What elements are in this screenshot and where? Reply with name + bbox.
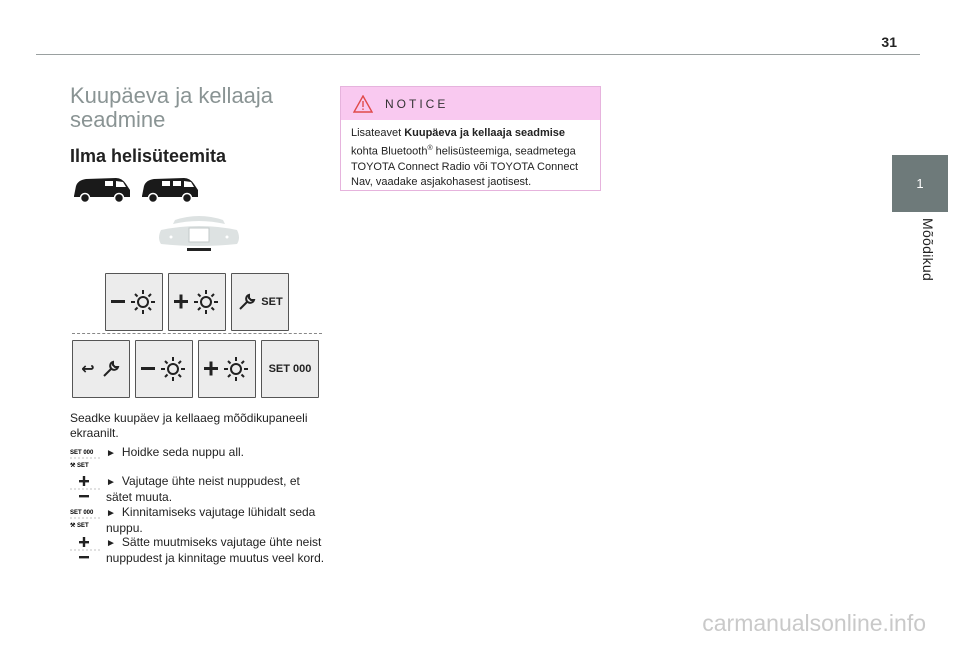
minus-brightness-button[interactable]	[135, 340, 193, 398]
divider	[72, 333, 322, 334]
set-label: SET	[261, 296, 283, 308]
watermark: carmanualsonline.info	[702, 610, 926, 636]
warning-icon	[353, 95, 373, 113]
wrench-icon	[237, 292, 257, 312]
minus-brightness-icon	[139, 354, 189, 384]
set-000-wrench-set-icon	[70, 507, 100, 531]
plus-brightness-button[interactable]	[198, 340, 256, 398]
bullet-arrow: ►	[106, 477, 116, 488]
page-number: 31	[881, 34, 897, 50]
set-000-label: SET 000	[268, 363, 312, 375]
intro-text: Seadke kuupäev ja kellaaeg mõõdikupaneeli ekraanilt.	[70, 411, 308, 440]
bullet-arrow: ►	[106, 538, 116, 549]
plus-minus-icon	[70, 537, 100, 563]
svg-text:⚒ SET: ⚒ SET	[70, 523, 89, 529]
set-000-button[interactable]	[261, 340, 319, 398]
section-title: Kuupäeva ja kellaaja seadmine	[70, 83, 274, 132]
van-icon	[72, 174, 132, 204]
plus-brightness-icon	[202, 354, 252, 384]
svg-text:⚒ SET: ⚒ SET	[70, 463, 89, 469]
notice-bold: Kuupäeva ja kellaaja seadmise	[404, 127, 566, 139]
svg-text:SET 000: SET 000	[70, 450, 94, 456]
notice-title: NOTICE	[385, 96, 449, 111]
plus-brightness-button[interactable]	[168, 273, 226, 331]
plus-brightness-icon	[172, 287, 222, 317]
svg-text:SET 000: SET 000	[70, 510, 94, 516]
set-000-wrench-set-icon	[70, 447, 100, 471]
step-text: Hoidke seda nuppu all.	[121, 445, 244, 459]
minus-brightness-icon	[109, 287, 159, 317]
chapter-tab[interactable]	[892, 155, 948, 212]
bullet-arrow: ►	[106, 448, 116, 459]
notice-header	[341, 87, 600, 120]
step-text: Kinnitamiseks vajutage lühidalt seda nuppu.	[106, 505, 316, 535]
plus-minus-icon	[70, 476, 100, 502]
step-text: Vajutage ühte neist nuppudest, et sätet muuta.	[106, 474, 300, 504]
instrument-cluster-icon	[155, 214, 243, 254]
notice-text: Lisateavet Kuupäeva ja kellaaja seadmise kohta Bluetooth® helisüsteemiga, seadmetega TOYOTA Connect Radio või TOYOTA Connect Nav, vaadake asjakohasest jaotisest.	[351, 127, 579, 188]
back-arrow-icon: ↩	[81, 361, 95, 378]
chapter-number: 1	[916, 176, 924, 191]
section-subtitle: Ilma helisüteemita	[70, 146, 227, 166]
van-icon	[140, 174, 200, 204]
back-wrench-button[interactable]	[72, 340, 130, 398]
wrench-set-button[interactable]	[231, 273, 289, 331]
step-text: Sätte muutmiseks vajutage ühte neist nuppudest ja kinnitage muutus veel kord.	[106, 535, 325, 565]
notice-box	[340, 86, 601, 191]
minus-brightness-button[interactable]	[105, 273, 163, 331]
bullet-arrow: ►	[106, 508, 116, 519]
header-rule	[36, 54, 920, 55]
chapter-label: Mõõdikud	[920, 218, 936, 282]
wrench-icon	[101, 359, 121, 379]
